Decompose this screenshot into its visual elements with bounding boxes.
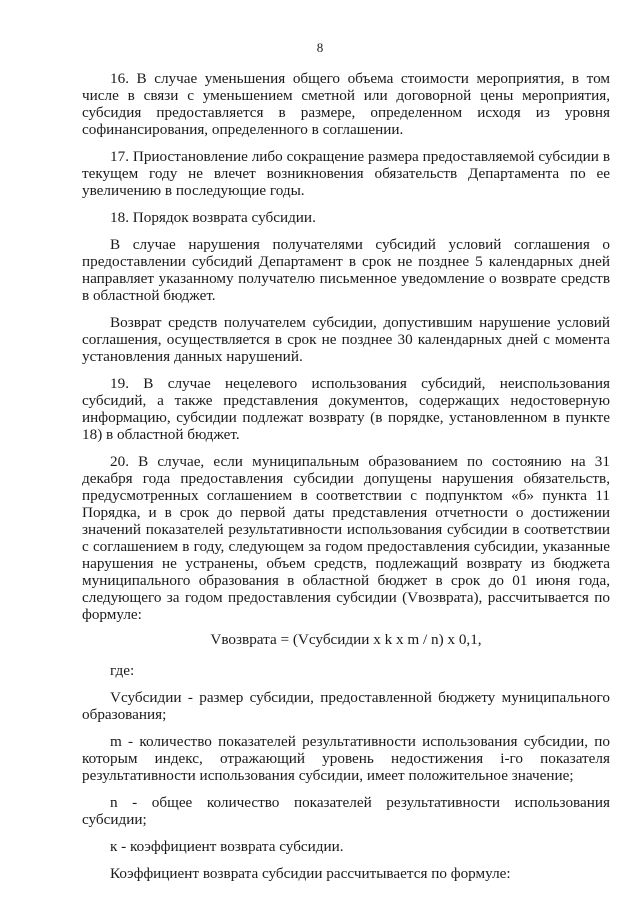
- page-number: 8: [316, 40, 324, 55]
- definition-where: где:: [110, 662, 135, 679]
- paragraph-18-return: Возврат средств получателем субсидии, допустившим нарушение условий соглашения, осуществляется в срок не позднее 30 календарных дней с момента установления данных нарушений.: [82, 314, 610, 365]
- paragraph-17: 17. Приостановление либо сокращение размера предоставляемой субсидии в текущем году не влечет возникновения обязательств Департамента по ее увеличению в последующие годы.: [82, 148, 610, 199]
- paragraph-19: 19. В случае нецелевого использования субсидий, неиспользования субсидий, а также представления документов, содержащих недостоверную информацию, субсидии подлежат возврату (в порядке, установленном в пункте 18) в областной бюджет.: [82, 375, 610, 443]
- paragraph-18-violation: В случае нарушения получателями субсидий условий соглашения о предоставлении субсидий Департамент в срок не позднее 5 календарных дней направляет указанному получателю письменное уведомление о возврате средств в областной бюджет.: [82, 236, 610, 304]
- definition-v-subsidy: Vсубсидии - размер субсидии, предоставленной бюджету муниципального образования;: [82, 689, 610, 723]
- return-formula: Vвозврата = (Vсубсидии x k x m / n) x 0,1,: [210, 631, 482, 648]
- paragraph-18-heading: 18. Порядок возврата субсидии.: [110, 209, 316, 226]
- paragraph-16: 16. В случае уменьшения общего объема стоимости мероприятия, в том числе в связи с уменьшением сметной или договорной цены мероприятия, субсидия предоставляется в размере, определенном исходя из уровня софинансирования, определенного в соглашении.: [82, 70, 610, 138]
- definition-m: m - количество показателей результативности использования субсидии, по которым индекс, отражающий уровень недостижения i-го показателя результативности использования субсидии, имеет положительное значение;: [82, 733, 610, 784]
- paragraph-20: 20. В случае, если муниципальным образованием по состоянию на 31 декабря года предоставления субсидии допущены нарушения обязательств, предусмотренных соглашением в соответствии с подпунктом «б» пункта 11 Порядка, и в срок до первой даты представления отчетности о достижении значений показателей результативности использования субсидии в соответствии с соглашением в году, следующем за годом предоставления субсидии, указанные нарушения не устранены, объем средств, подлежащий возврату из бюджета муниципального образования в областной бюджет в срок до 01 июня года, следующего за годом предоставления субсидии (Vвозврата), рассчитывается по формуле:: [82, 453, 610, 623]
- definition-k: к - коэффициент возврата субсидии.: [110, 838, 344, 855]
- definition-n: n - общее количество показателей результативности использования субсидии;: [82, 794, 610, 828]
- document-body: [82, 70, 610, 892]
- coefficient-formula-intro: Коэффициент возврата субсидии рассчитывается по формуле:: [110, 865, 511, 882]
